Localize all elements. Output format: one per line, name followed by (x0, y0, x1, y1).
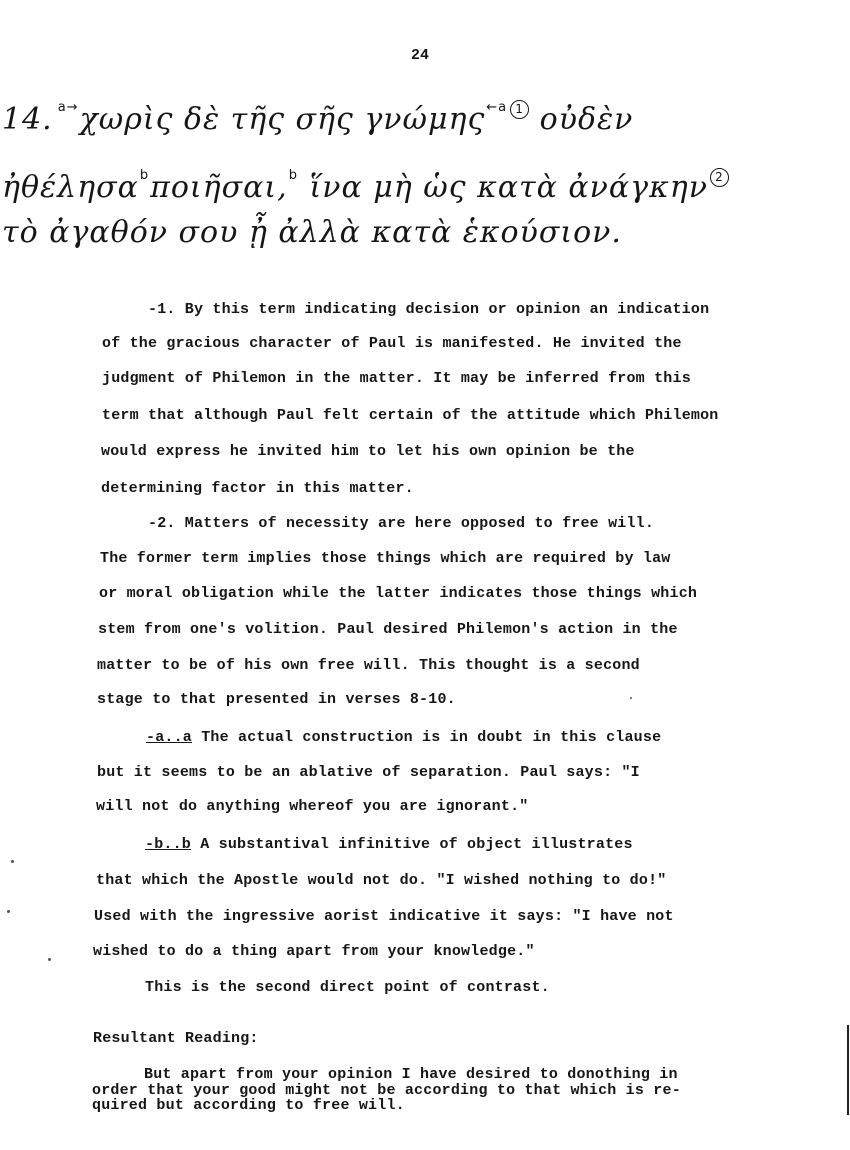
resultant-heading: Resultant Reading: (93, 1030, 259, 1047)
resultant-line: order that your good might not be according to that which is re- (92, 1082, 681, 1099)
greek-phrase: τὸ ἀγαθόν σου ᾖ ἀλλὰ κατὰ ἑκούσιον. (2, 215, 622, 250)
note-a-line: but it seems to be an ablative of separation. Paul says: "I (97, 764, 640, 781)
greek-phrase: ἠθέλησα (2, 170, 139, 205)
mark-a-close: ←a (486, 100, 508, 115)
note2-line: stage to that presented in verses 8-10. (97, 691, 456, 708)
scan-speck (11, 860, 14, 863)
greek-phrase: ἵνα μὴ ὡς κατὰ ἀνάγκην (309, 170, 708, 205)
greek-phrase: οὐδὲν (539, 102, 634, 137)
note-b-line: that which the Apostle would not do. "I wished nothing to do!" (96, 872, 667, 889)
note1-line: determining factor in this matter. (101, 480, 414, 497)
note2-line: stem from one's volition. Paul desired Philemon's action in the (98, 621, 678, 638)
note-a-line (146, 729, 661, 746)
note-b-label: -b..b (145, 836, 192, 853)
note-a-line: will not do anything whereof you are ignorant." (96, 798, 529, 815)
note-a-text: The actual construction is in doubt in this clause (192, 729, 662, 746)
page-number: 24 (410, 47, 429, 64)
greek-line-3 (2, 215, 622, 250)
note1-line: -1. By this term indicating decision or opinion an indication (148, 301, 710, 318)
note-b-line: wished to do a thing apart from your knowledge." (93, 943, 535, 960)
scan-speck (7, 910, 10, 913)
greek-phrase: ποιῆσαι, (150, 170, 288, 205)
footnote-marker-2: 2 (710, 168, 729, 187)
note2-line: matter to be of his own free will. This thought is a second (97, 657, 640, 674)
note2-line: -2. Matters of necessity are here opposed to free will. (148, 515, 655, 532)
note-b-text: A substantival infinitive of object illustrates (191, 836, 633, 853)
note2-line: or moral obligation while the latter indicates those things which (99, 585, 698, 602)
note-b-line (145, 836, 633, 853)
resultant-line: But apart from your opinion I have desired to donothing in (144, 1066, 678, 1083)
mark-b-open: b (139, 168, 150, 183)
mark-a-open: a→ (57, 100, 79, 115)
note1-line: term that although Paul felt certain of the attitude which Philemon (102, 407, 719, 424)
contrast-line: This is the second direct point of contrast. (145, 979, 550, 996)
mark-b-close: b (288, 168, 298, 183)
resultant-line: quired but according to free will. (92, 1097, 405, 1114)
scan-edge-mark (847, 1025, 849, 1115)
note1-line: judgment of Philemon in the matter. It may be inferred from this (102, 370, 691, 387)
note1-line: would express he invited him to let his own opinion be the (101, 443, 635, 460)
greek-phrase: χωρὶς δὲ τῆς σῆς γνώμης (79, 102, 486, 137)
verse-number: 14. (2, 102, 53, 137)
greek-line-2 (2, 168, 729, 203)
note-b-line: Used with the ingressive aorist indicative it says: "I have not (94, 908, 674, 925)
note-a-label: -a..a (146, 729, 193, 746)
scan-speck (48, 958, 51, 961)
note1-line: of the gracious character of Paul is manifested. He invited the (102, 335, 682, 352)
note2-line: The former term implies those things which are required by law (100, 550, 671, 567)
scan-speck (630, 697, 632, 699)
footnote-marker-1: 1 (510, 100, 529, 119)
greek-line-1 (2, 100, 633, 135)
